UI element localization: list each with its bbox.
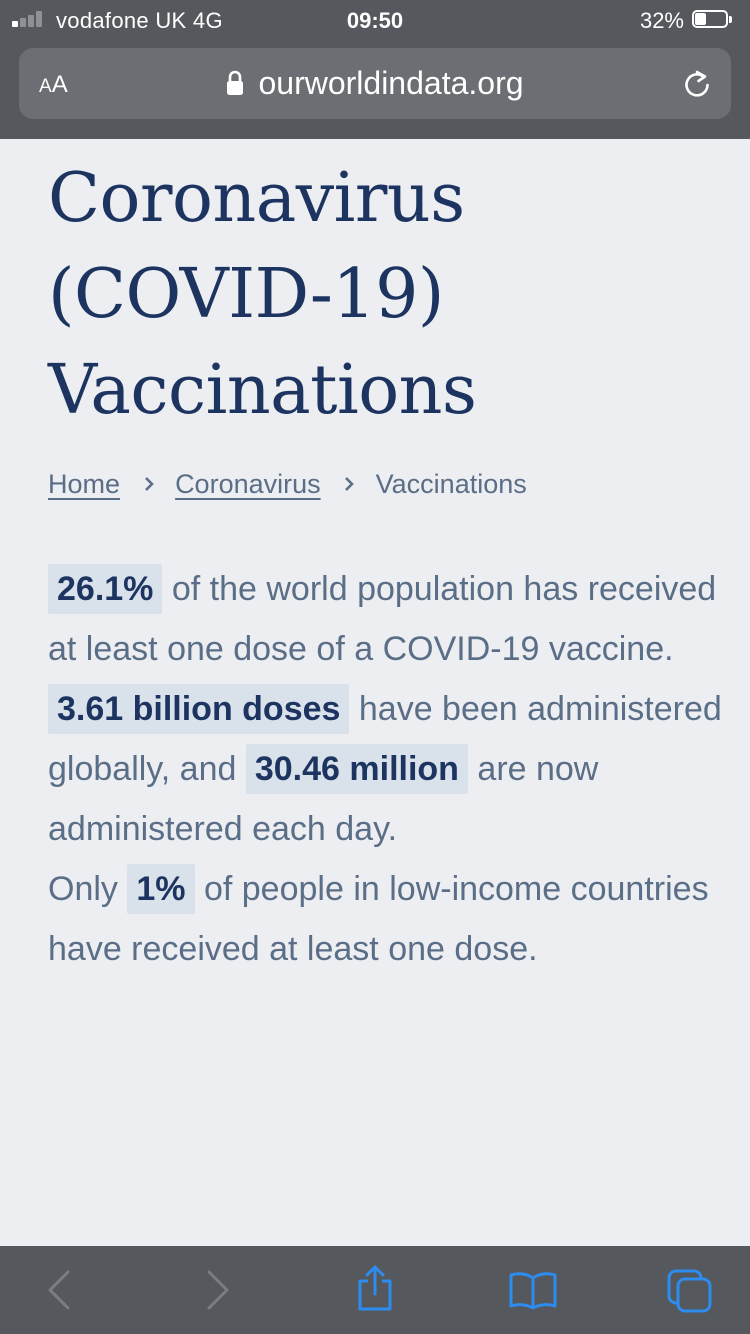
chevron-right-icon	[342, 475, 356, 493]
world-coverage-value: 26.1%	[48, 564, 162, 614]
status-bar	[0, 0, 750, 40]
reload-icon[interactable]	[681, 68, 713, 100]
forward-icon[interactable]	[203, 1268, 233, 1312]
vaccination-summary	[48, 559, 728, 979]
tabs-icon[interactable]	[666, 1268, 714, 1314]
text-size-button[interactable]: AA	[39, 71, 68, 98]
address-bar[interactable]	[19, 48, 731, 119]
back-icon[interactable]	[44, 1268, 74, 1312]
breadcrumb-home-link[interactable]: Home	[48, 469, 121, 499]
browser-toolbar	[0, 1246, 750, 1334]
battery-percent: 32%	[639, 8, 684, 33]
browser-chrome	[0, 0, 750, 139]
carrier-label: vodafone UK 4G	[56, 8, 223, 33]
low-income-value: 1%	[127, 864, 194, 914]
share-icon[interactable]	[355, 1264, 395, 1312]
breadcrumb-coronavirus-link[interactable]: Coronavirus	[175, 469, 321, 499]
world-coverage-statement: 26.1% of the world population has received at least one dose of a COVID-19 vaccine.	[48, 559, 728, 679]
page-title: Coronavirus (COVID-19) Vaccinations	[48, 159, 477, 430]
low-income-statement: Only 1% of people in low-income countries have received at least one dose.	[48, 859, 728, 979]
breadcrumb	[48, 469, 527, 500]
page-content	[0, 139, 750, 1246]
url-display[interactable]	[19, 65, 731, 102]
total-doses-value: 3.61 billion doses	[48, 684, 349, 734]
url-text: ourworldindata.org	[258, 65, 524, 101]
breadcrumb-current: Vaccinations	[375, 469, 527, 499]
clock: 09:50	[346, 8, 404, 33]
bookmarks-icon[interactable]	[508, 1270, 558, 1310]
doses-statement: 3.61 billion doses have been administered globally, and 30.46 million are now administered each day.	[48, 679, 728, 859]
battery-icon	[692, 10, 736, 30]
daily-doses-value: 30.46 million	[246, 744, 468, 794]
lock-icon	[226, 70, 244, 96]
chevron-right-icon	[142, 475, 156, 493]
